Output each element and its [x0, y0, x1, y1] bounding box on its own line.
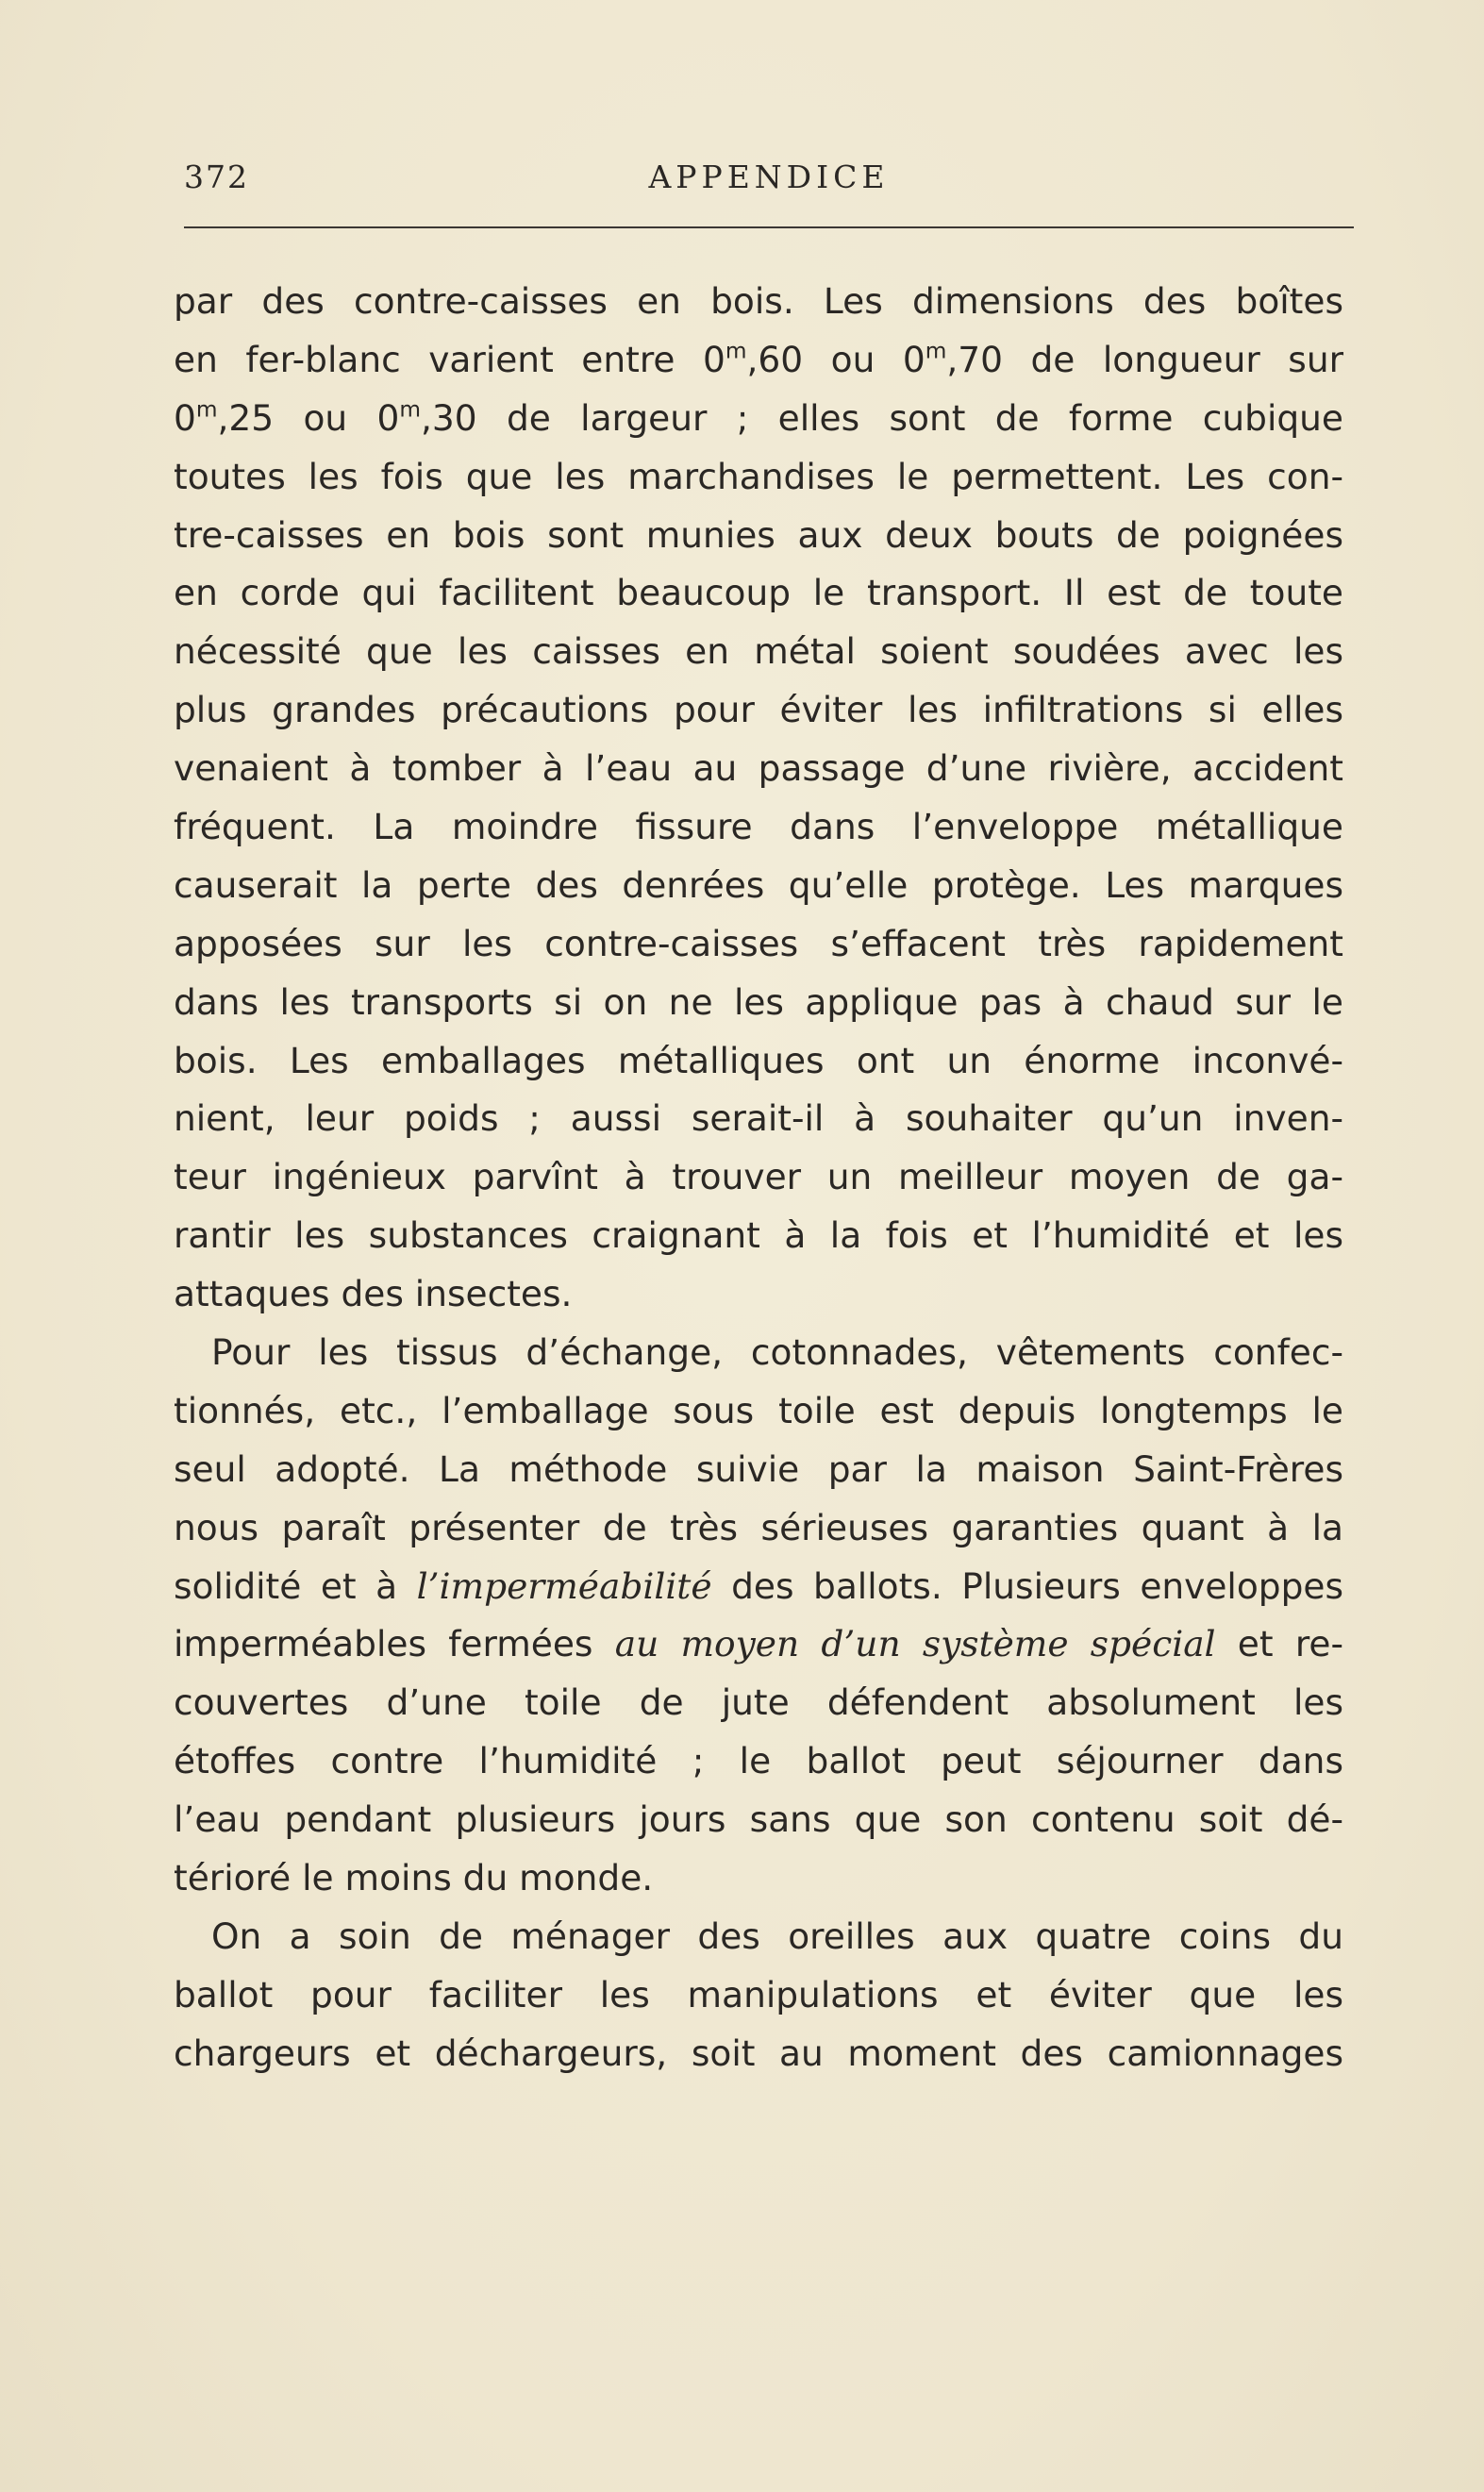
text-line: nient, leur poids ; aussi serait-il à souhaiter qu’un inven-	[174, 1097, 1343, 1140]
text-line: en fer-blanc varient entre 0$^m$,60 ou 0$^m$,70 de longueur sur	[174, 338, 1344, 380]
text-line: dans les transports si on ne les applique pas à chaud sur le	[174, 980, 1343, 1023]
text-line: en corde qui facilitent beaucoup le transport. Il est de toute	[174, 572, 1343, 614]
text-line: couvertes d’une toile de jute défendent absolument les	[174, 1681, 1343, 1724]
text-line: Pour les tissus d’échange, cotonnades, vêtements confec-	[211, 1331, 1343, 1374]
text-line: fréquent. La moindre fissure dans l’enveloppe métallique	[174, 806, 1343, 848]
text-line: nous paraît présenter de très sérieuses garanties quant à la	[174, 1506, 1343, 1548]
superscript-unit: m	[195, 396, 218, 423]
text-line: par des contre-caisses en bois. Les dimensions des boîtes	[174, 280, 1343, 322]
text-line: étoffes contre l’humidité ; le ballot peut séjourner dans	[174, 1740, 1343, 1782]
header-rule	[184, 226, 1354, 228]
page-number: 372	[184, 159, 249, 195]
text-line: tre-caisses en bois sont munies aux deux bouts de poignées	[174, 513, 1343, 556]
text-line: rantir les substances craignant à la fois et l’humidité et les	[174, 1214, 1343, 1257]
text-line: bois. Les emballages métalliques ont un énorme inconvé-	[174, 1039, 1343, 1081]
text-line: 0$^m$,25 ou 0$^m$,30 de largeur ; elles sont de forme cubique	[174, 396, 1343, 439]
superscript-unit: m	[399, 396, 422, 423]
text-line: seul adopté. La méthode suivie par la maison Saint-Frères	[174, 1447, 1343, 1490]
text-line: ballot pour faciliter les manipulations et éviter que les	[174, 1973, 1343, 2015]
superscript-unit: m	[925, 338, 947, 364]
running-head	[184, 159, 1354, 200]
running-title: APPENDICE	[648, 159, 890, 195]
text-line: teur ingénieux parvînt à trouver un meilleur moyen de ga-	[174, 1156, 1343, 1198]
text-line: toutes les fois que les marchandises le permettent. Les con-	[174, 455, 1343, 497]
text-line: attaques des insectes.	[174, 1273, 573, 1315]
text-line: venaient à tomber à l’eau au passage d’une rivière, accident	[174, 747, 1343, 790]
text-line: solidité et à l’imperméabilité des ballots. Plusieurs enveloppes	[174, 1564, 1343, 1607]
text-line: nécessité que les caisses en métal soient soudées avec les	[174, 630, 1343, 673]
text-line: On a soin de ménager des oreilles aux quatre coins du	[211, 1915, 1343, 1957]
italic-emphasis: l’imperméabilité	[416, 1564, 712, 1607]
text-line: chargeurs et déchargeurs, soit au moment des camionnages	[174, 2032, 1343, 2074]
superscript-unit: m	[725, 338, 747, 364]
text-line: plus grandes précautions pour éviter les infiltrations si elles	[174, 689, 1343, 731]
text-line: térioré le moins du monde.	[174, 1857, 654, 1899]
text-line: tionnés, etc., l’emballage sous toile est depuis longtemps le	[174, 1389, 1343, 1431]
text-line: imperméables fermées au moyen d’un système spécial et re-	[174, 1623, 1344, 1665]
italic-emphasis: au moyen d’un système spécial	[614, 1623, 1216, 1665]
text-line: causerait la perte des denrées qu’elle protège. Les marques	[174, 863, 1343, 906]
text-line: l’eau pendant plusieurs jours sans que son contenu soit dé-	[174, 1798, 1343, 1841]
body-text	[174, 273, 1343, 2083]
text-line: apposées sur les contre-caisses s’effacent très rapidement	[174, 922, 1343, 964]
